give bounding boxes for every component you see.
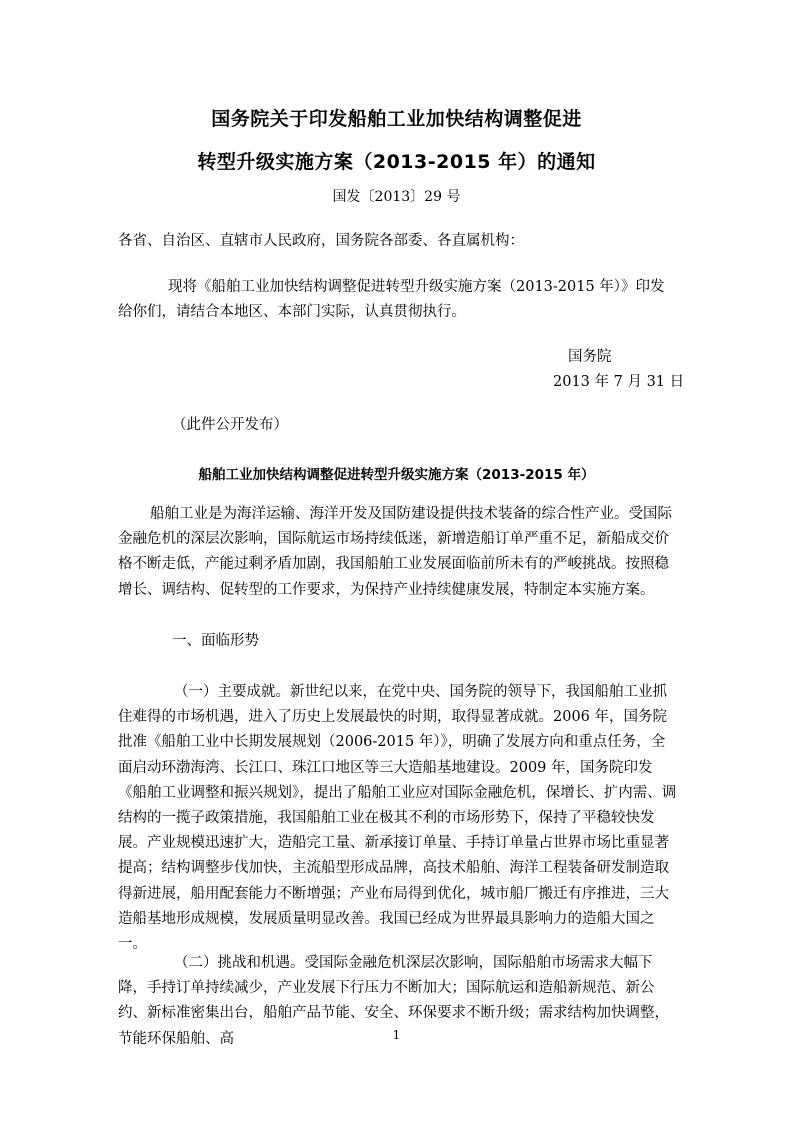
document-number: 国发〔2013〕29 号	[332, 189, 461, 205]
notice-title-line-2: 转型升级实施方案（2013-2015 年）的通知	[197, 151, 596, 173]
intro-paragraph: 船舶工业是为海洋运输、海洋开发及国防建设提供技术装备的综合性产业。受国际金融危机的深层次影响，国际航运市场持续低迷，新增造船订单严重不足，新船成交价格不断走低，产能过剩矛盾加剧，我国船舶工业发展面临前所未有的严峻挑战。按照稳增长、调结构、促转型的工作要求，为保持产业持续健康发展，特制定本实施方案。	[118, 506, 672, 598]
section-heading: 一、面临形势	[172, 633, 259, 649]
notice-body: 现将《船舶工业加快结构调整促进转型升级实施方案（2013-2015 年）》印发给你们，请结合本地区、本部门实际，认真贯彻执行。	[118, 279, 665, 321]
plan-title: 船舶工业加快结构调整促进转型升级实施方案（2013-2015 年）	[198, 467, 595, 483]
page-number: 1	[392, 1028, 401, 1042]
issue-date: 2013 年 7 月 31 日	[553, 374, 685, 390]
challenges-paragraph: （二）挑战和机遇。受国际金融危机深层次影响，国际船舶市场需求大幅下降，手持订单持续减少，产业发展下行压力不断加大；国际航运和造船新规范、新公约、新标准密集出台，船舶产品节能、安全、环保要求不断升级；需求结构加快调整，节能环保船舶、高	[118, 955, 669, 1047]
public-release-note: （此件公开发布）	[172, 417, 288, 433]
notice-title-line-1: 国务院关于印发船舶工业加快结构调整促进	[211, 108, 582, 130]
signature: 国务院	[568, 349, 612, 365]
salutation: 各省、自治区、直辖市人民政府，国务院各部委、各直属机构：	[118, 233, 524, 249]
achievements-paragraph: （一）主要成就。新世纪以来，在党中央、国务院的领导下，我国船舶工业抓住难得的市场机遇，进入了历史上发展最快的时期，取得显著成就。2006 年，国务院批准《船舶工业中长期发展规划（2006-2015 年）》，明确了发展方向和重点任务，全面启动环渤海湾、长江口、珠江口地区等三大造船基地建设。2009 年，国务院印发《船舶工业调整和振兴规划》，提出了船舶工业应对国际金融危机，保增长、扩内需、调结构的一揽子政策措施，我国船舶工业在极其不利的市场形势下，保持了平稳较快发展。产业规模迅速扩大，造船完工量、新承接订单量、手持订单量占世界市场比重显著提高；结构调整步伐加快，主流船型形成品牌，高技术船舶、海洋工程装备研发制造取得新进展，船用配套能力不断增强；产业布局得到优化，城市船厂搬迁有序推进，三大造船基地形成规模，发展质量明显改善。我国已经成为世界最具影响力的造船大国之一。	[118, 684, 677, 953]
